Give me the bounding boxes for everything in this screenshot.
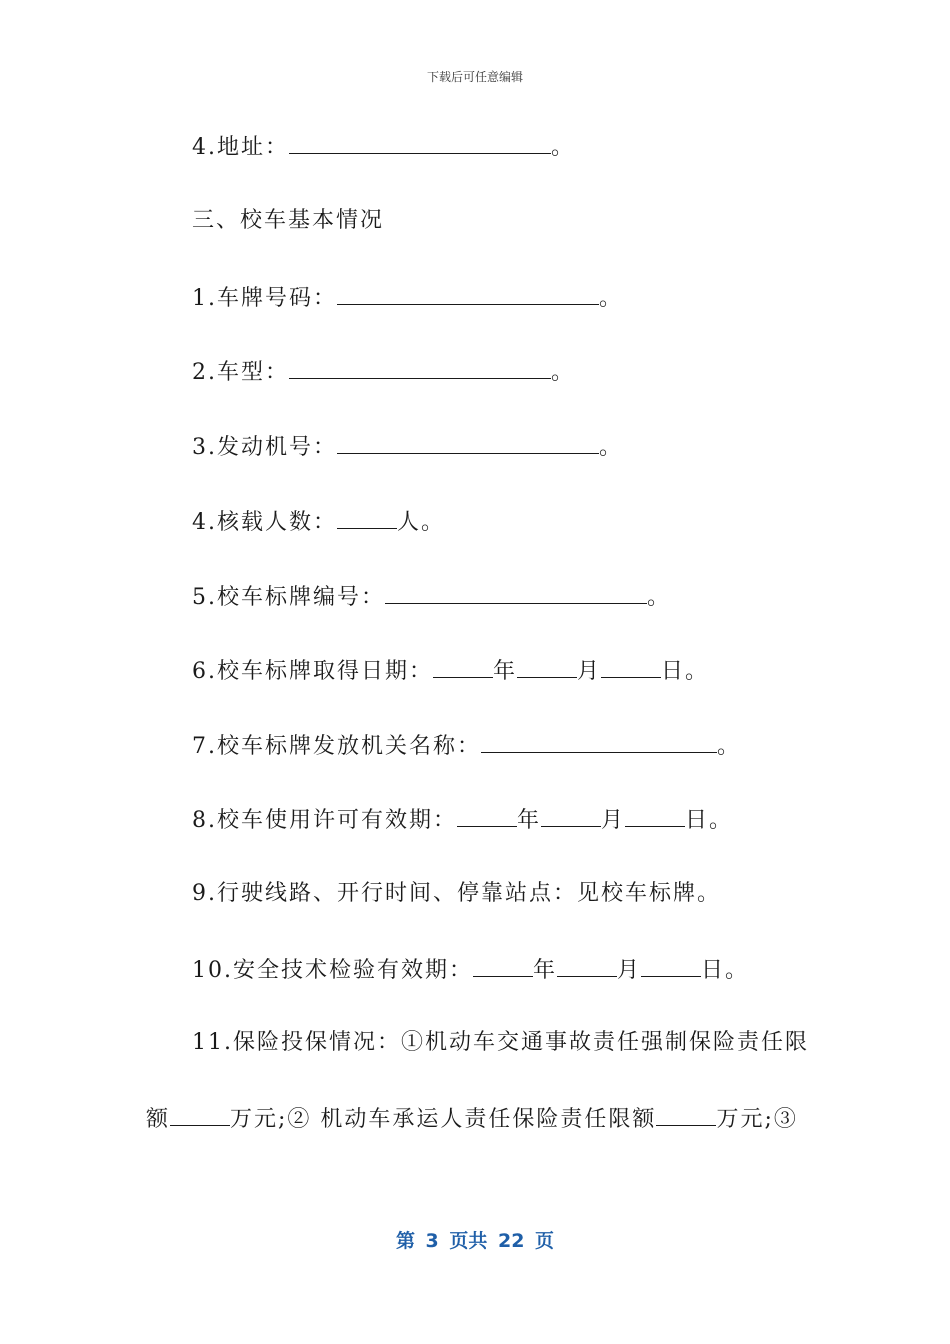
permit-validity-line: 8.校车使用许可有效期： 年 月 日。 [192,804,733,836]
capacity-line: 4.核载人数： 人。 [192,506,445,538]
badge-date-line: 6.校车标牌取得日期： 年 月 日。 [192,655,709,687]
page-footer: 第 3 页共 22 页 [395,1230,555,1252]
insurance-line-2: 额 万元;② 机动车承运人责任保险责任限额 万元;③ [146,1103,798,1135]
route-line: 9.行驶线路、开行时间、停靠站点：见校车标牌。 [192,881,721,906]
insurance-line-1: 11.保险投保情况：①机动车交通事故责任强制保险责任限 [192,1030,809,1055]
badge-number-line: 5.校车标牌编号： 。 [192,581,671,613]
badge-authority-line: 7.校车标牌发放机关名称： 。 [192,730,741,762]
vehicle-type-line: 2.车型： 。 [192,356,575,388]
address-line: 4.地址： 。 [192,131,575,163]
engine-number-line: 3.发动机号： 。 [192,431,623,463]
inspection-validity-line: 10.安全技术检验有效期： 年 月 日。 [192,954,749,986]
page-header: 下载后可任意编辑 [426,70,523,84]
section-title: 三、校车基本情况 [192,208,385,233]
plate-number-line: 1.车牌号码： 。 [192,282,623,314]
